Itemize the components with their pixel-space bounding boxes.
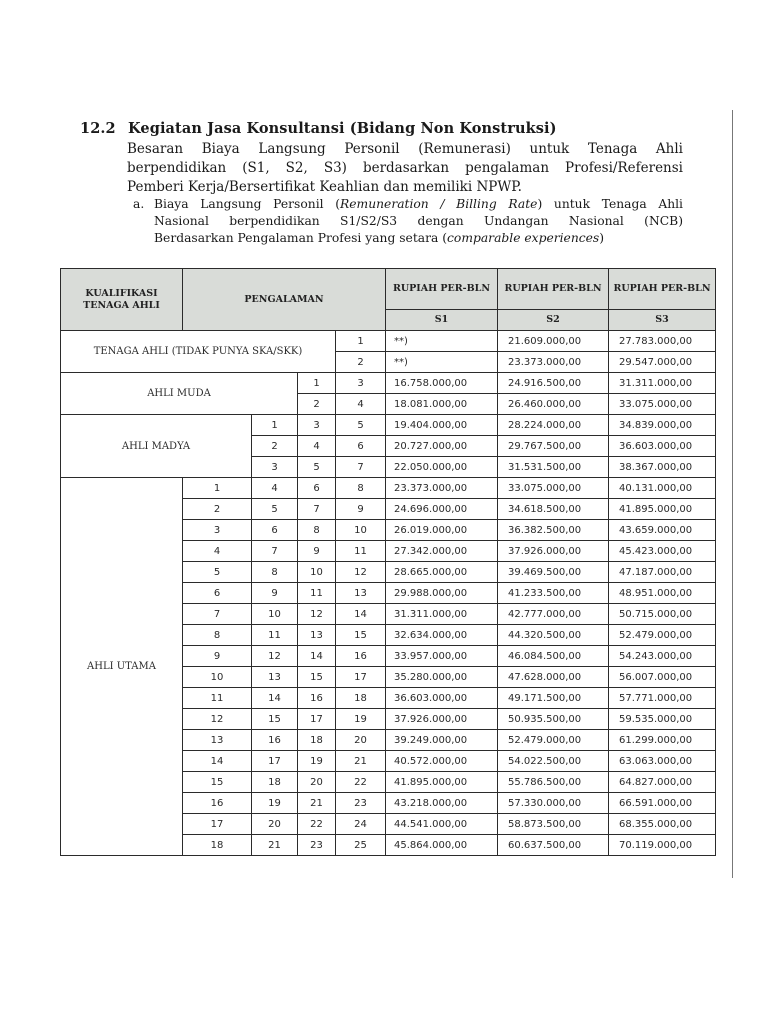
cell-muda-eq: 9 — [298, 541, 336, 562]
cell-s3: 56.007.000,00 — [609, 667, 716, 688]
table-row — [61, 415, 716, 436]
cell-s2: 36.382.500,00 — [498, 520, 609, 541]
cell-muda-eq: 12 — [298, 604, 336, 625]
cell-pengalaman: 18 — [336, 688, 386, 709]
header-s1: S1 — [386, 310, 498, 331]
cell-level: 3 — [183, 520, 252, 541]
cell-s2: 60.637.500,00 — [498, 835, 609, 856]
cell-s2: 46.084.500,00 — [498, 646, 609, 667]
cell-madya-eq: 20 — [252, 814, 298, 835]
text: Berdasarkan Pengalaman Profesi yang setara ( — [154, 231, 448, 245]
cell-s1: 39.249.000,00 — [386, 730, 498, 751]
cell-s2: 42.777.000,00 — [498, 604, 609, 625]
cell-s2: 47.628.000,00 — [498, 667, 609, 688]
cell-s2: 21.609.000,00 — [498, 331, 609, 352]
cell-s3: 52.479.000,00 — [609, 625, 716, 646]
cell-pengalaman: 11 — [336, 541, 386, 562]
cell-s3: 63.063.000,00 — [609, 751, 716, 772]
cell-s2: 44.320.500,00 — [498, 625, 609, 646]
cell-pengalaman: 3 — [336, 373, 386, 394]
cell-madya-eq: 10 — [252, 604, 298, 625]
cell-s3: 43.659.000,00 — [609, 520, 716, 541]
cell-pengalaman: 22 — [336, 772, 386, 793]
cell-madya-eq: 6 — [252, 520, 298, 541]
cell-muda-eq: 14 — [298, 646, 336, 667]
rates-table — [60, 268, 716, 856]
cell-s3: 27.783.000,00 — [609, 331, 716, 352]
cell-level: 9 — [183, 646, 252, 667]
cell-pengalaman: 15 — [336, 625, 386, 646]
cell-s1: 40.572.000,00 — [386, 751, 498, 772]
cell-s2: 55.786.500,00 — [498, 772, 609, 793]
group-ahli-utama: AHLI UTAMA — [61, 478, 183, 856]
cell-muda-eq: 17 — [298, 709, 336, 730]
cell-level: 10 — [183, 667, 252, 688]
cell-muda-eq: 21 — [298, 793, 336, 814]
cell-s1: 44.541.000,00 — [386, 814, 498, 835]
cell-level: 14 — [183, 751, 252, 772]
cell-level: 15 — [183, 772, 252, 793]
cell-muda-eq: 4 — [298, 436, 336, 457]
cell-level: 8 — [183, 625, 252, 646]
cell-s2: 26.460.000,00 — [498, 394, 609, 415]
cell-level: 2 — [183, 499, 252, 520]
cell-s1: 16.758.000,00 — [386, 373, 498, 394]
cell-s1: 22.050.000,00 — [386, 457, 498, 478]
cell-pengalaman: 6 — [336, 436, 386, 457]
cell-madya-eq: 13 — [252, 667, 298, 688]
header-pengalaman: PENGALAMAN — [183, 269, 386, 331]
cell-s1: 18.081.000,00 — [386, 394, 498, 415]
italic-text: Remuneration / Billing Rate — [340, 197, 538, 211]
group-tidak-punya: TENAGA AHLI (TIDAK PUNYA SKA/SKK) — [61, 331, 336, 373]
cell-madya-eq: 5 — [252, 499, 298, 520]
cell-level: 1 — [298, 373, 336, 394]
paragraph-line: Besaran Biaya Langsung Personil (Remunerasi) untuk Tenaga Ahli — [127, 141, 683, 157]
cell-s3: 33.075.000,00 — [609, 394, 716, 415]
cell-pengalaman: 23 — [336, 793, 386, 814]
cell-s2: 41.233.500,00 — [498, 583, 609, 604]
cell-s3: 50.715.000,00 — [609, 604, 716, 625]
cell-s2: 31.531.500,00 — [498, 457, 609, 478]
cell-s3: 40.131.000,00 — [609, 478, 716, 499]
cell-s1: 41.895.000,00 — [386, 772, 498, 793]
cell-pengalaman: 17 — [336, 667, 386, 688]
cell-muda-eq: 16 — [298, 688, 336, 709]
cell-pengalaman: 10 — [336, 520, 386, 541]
cell-s3: 70.119.000,00 — [609, 835, 716, 856]
cell-muda-eq: 20 — [298, 772, 336, 793]
cell-muda-eq: 10 — [298, 562, 336, 583]
group-ahli-muda: AHLI MUDA — [61, 373, 298, 415]
cell-level: 16 — [183, 793, 252, 814]
cell-pengalaman: 4 — [336, 394, 386, 415]
cell-muda-eq: 22 — [298, 814, 336, 835]
cell-madya-eq: 12 — [252, 646, 298, 667]
cell-s1: 24.696.000,00 — [386, 499, 498, 520]
cell-s3: 57.771.000,00 — [609, 688, 716, 709]
cell-level: 5 — [183, 562, 252, 583]
cell-muda-eq: 7 — [298, 499, 336, 520]
cell-s3: 59.535.000,00 — [609, 709, 716, 730]
header-s3: S3 — [609, 310, 716, 331]
cell-madya-eq: 4 — [252, 478, 298, 499]
cell-s2: 57.330.000,00 — [498, 793, 609, 814]
paragraph-line: Pemberi Kerja/Bersertifikat Keahlian dan memiliki NPWP. — [127, 179, 522, 195]
cell-level: 13 — [183, 730, 252, 751]
cell-level: 11 — [183, 688, 252, 709]
cell-s3: 29.547.000,00 — [609, 352, 716, 373]
cell-s2: 52.479.000,00 — [498, 730, 609, 751]
item-line-3 — [154, 230, 683, 247]
header-rupiah-s1: RUPIAH PER-BLN — [386, 269, 498, 310]
text: ) untuk Tenaga Ahli — [537, 197, 683, 211]
cell-pengalaman: 8 — [336, 478, 386, 499]
cell-s1: 35.280.000,00 — [386, 667, 498, 688]
cell-madya-eq: 7 — [252, 541, 298, 562]
cell-madya-eq: 8 — [252, 562, 298, 583]
cell-s1: 19.404.000,00 — [386, 415, 498, 436]
cell-pengalaman: 16 — [336, 646, 386, 667]
cell-muda-eq: 13 — [298, 625, 336, 646]
cell-s1: 43.218.000,00 — [386, 793, 498, 814]
cell-muda-eq: 6 — [298, 478, 336, 499]
cell-s2: 33.075.000,00 — [498, 478, 609, 499]
cell-s2: 29.767.500,00 — [498, 436, 609, 457]
text: ) — [599, 231, 605, 245]
header-kualifikasi: KUALIFIKASI TENAGA AHLI — [61, 269, 183, 331]
cell-level: 17 — [183, 814, 252, 835]
cell-s3: 48.951.000,00 — [609, 583, 716, 604]
cell-level: 6 — [183, 583, 252, 604]
cell-pengalaman: 20 — [336, 730, 386, 751]
cell-madya-eq: 21 — [252, 835, 298, 856]
cell-s1: 33.957.000,00 — [386, 646, 498, 667]
cell-s1: 31.311.000,00 — [386, 604, 498, 625]
cell-s2: 34.618.500,00 — [498, 499, 609, 520]
cell-s1: 20.727.000,00 — [386, 436, 498, 457]
cell-madya-eq: 19 — [252, 793, 298, 814]
cell-level: 1 — [252, 415, 298, 436]
cell-pengalaman: 24 — [336, 814, 386, 835]
cell-muda-eq: 3 — [298, 415, 336, 436]
cell-s3: 41.895.000,00 — [609, 499, 716, 520]
cell-level: 12 — [183, 709, 252, 730]
text: Biaya Langsung Personil ( — [154, 197, 340, 211]
cell-s2: 49.171.500,00 — [498, 688, 609, 709]
cell-pengalaman: 21 — [336, 751, 386, 772]
cell-s1: 36.603.000,00 — [386, 688, 498, 709]
italic-text: comparable experiences — [447, 231, 600, 245]
group-ahli-madya: AHLI MADYA — [61, 415, 252, 478]
cell-s3: 45.423.000,00 — [609, 541, 716, 562]
intro-paragraph — [127, 140, 683, 197]
cell-muda-eq: 5 — [298, 457, 336, 478]
cell-s1: **) — [386, 352, 498, 373]
cell-s1: 23.373.000,00 — [386, 478, 498, 499]
cell-s3: 64.827.000,00 — [609, 772, 716, 793]
paragraph-line: berpendidikan (S1, S2, S3) berdasarkan pengalaman Profesi/Referensi — [127, 160, 683, 176]
table-row — [61, 478, 716, 499]
cell-s2: 28.224.000,00 — [498, 415, 609, 436]
cell-pengalaman: 7 — [336, 457, 386, 478]
table-row — [61, 373, 716, 394]
cell-pengalaman: 2 — [336, 352, 386, 373]
cell-s3: 34.839.000,00 — [609, 415, 716, 436]
cell-madya-eq: 18 — [252, 772, 298, 793]
cell-s2: 24.916.500,00 — [498, 373, 609, 394]
cell-madya-eq: 11 — [252, 625, 298, 646]
cell-level: 7 — [183, 604, 252, 625]
cell-level: 18 — [183, 835, 252, 856]
cell-pengalaman: 9 — [336, 499, 386, 520]
list-item-a — [133, 196, 683, 247]
cell-s1: 27.342.000,00 — [386, 541, 498, 562]
ahli-utama-rows — [61, 478, 716, 856]
section-title: Kegiatan Jasa Konsultansi (Bidang Non Konstruksi) — [128, 120, 557, 137]
header-s2: S2 — [498, 310, 609, 331]
cell-s3: 61.299.000,00 — [609, 730, 716, 751]
cell-muda-eq: 19 — [298, 751, 336, 772]
cell-s3: 54.243.000,00 — [609, 646, 716, 667]
cell-pengalaman: 14 — [336, 604, 386, 625]
cell-s1: 26.019.000,00 — [386, 520, 498, 541]
cell-muda-eq: 11 — [298, 583, 336, 604]
cell-s1: 28.665.000,00 — [386, 562, 498, 583]
cell-s2: 50.935.500,00 — [498, 709, 609, 730]
cell-s2: 23.373.000,00 — [498, 352, 609, 373]
cell-s1: 29.988.000,00 — [386, 583, 498, 604]
cell-s3: 47.187.000,00 — [609, 562, 716, 583]
cell-level: 3 — [252, 457, 298, 478]
table-header-row — [61, 269, 716, 310]
cell-s1: 37.926.000,00 — [386, 709, 498, 730]
item-line-2: Nasional berpendidikan S1/S2/S3 dengan Undangan Nasional (NCB) — [154, 214, 683, 228]
cell-madya-eq: 15 — [252, 709, 298, 730]
cell-s1: 32.634.000,00 — [386, 625, 498, 646]
table-row — [61, 331, 716, 352]
cell-s3: 38.367.000,00 — [609, 457, 716, 478]
cell-madya-eq: 16 — [252, 730, 298, 751]
cell-s3: 66.591.000,00 — [609, 793, 716, 814]
cell-s2: 39.469.500,00 — [498, 562, 609, 583]
cell-s1: 45.864.000,00 — [386, 835, 498, 856]
cell-s2: 58.873.500,00 — [498, 814, 609, 835]
cell-s2: 37.926.000,00 — [498, 541, 609, 562]
cell-s3: 31.311.000,00 — [609, 373, 716, 394]
list-marker: a. — [133, 197, 145, 211]
cell-s3: 68.355.000,00 — [609, 814, 716, 835]
cell-s1: **) — [386, 331, 498, 352]
cell-pengalaman: 1 — [336, 331, 386, 352]
cell-pengalaman: 25 — [336, 835, 386, 856]
page-margin-line — [732, 110, 733, 878]
cell-s3: 36.603.000,00 — [609, 436, 716, 457]
cell-pengalaman: 12 — [336, 562, 386, 583]
cell-level: 2 — [252, 436, 298, 457]
cell-madya-eq: 14 — [252, 688, 298, 709]
cell-level: 2 — [298, 394, 336, 415]
cell-level: 1 — [183, 478, 252, 499]
cell-madya-eq: 17 — [252, 751, 298, 772]
cell-pengalaman: 13 — [336, 583, 386, 604]
cell-muda-eq: 23 — [298, 835, 336, 856]
header-rupiah-s2: RUPIAH PER-BLN — [498, 269, 609, 310]
cell-s2: 54.022.500,00 — [498, 751, 609, 772]
cell-madya-eq: 9 — [252, 583, 298, 604]
cell-pengalaman: 5 — [336, 415, 386, 436]
cell-muda-eq: 15 — [298, 667, 336, 688]
item-line-1 — [154, 196, 683, 213]
cell-muda-eq: 8 — [298, 520, 336, 541]
cell-muda-eq: 18 — [298, 730, 336, 751]
cell-pengalaman: 19 — [336, 709, 386, 730]
section-number: 12.2 — [80, 120, 116, 137]
section-heading — [80, 120, 557, 137]
cell-level: 4 — [183, 541, 252, 562]
header-rupiah-s3: RUPIAH PER-BLN — [609, 269, 716, 310]
